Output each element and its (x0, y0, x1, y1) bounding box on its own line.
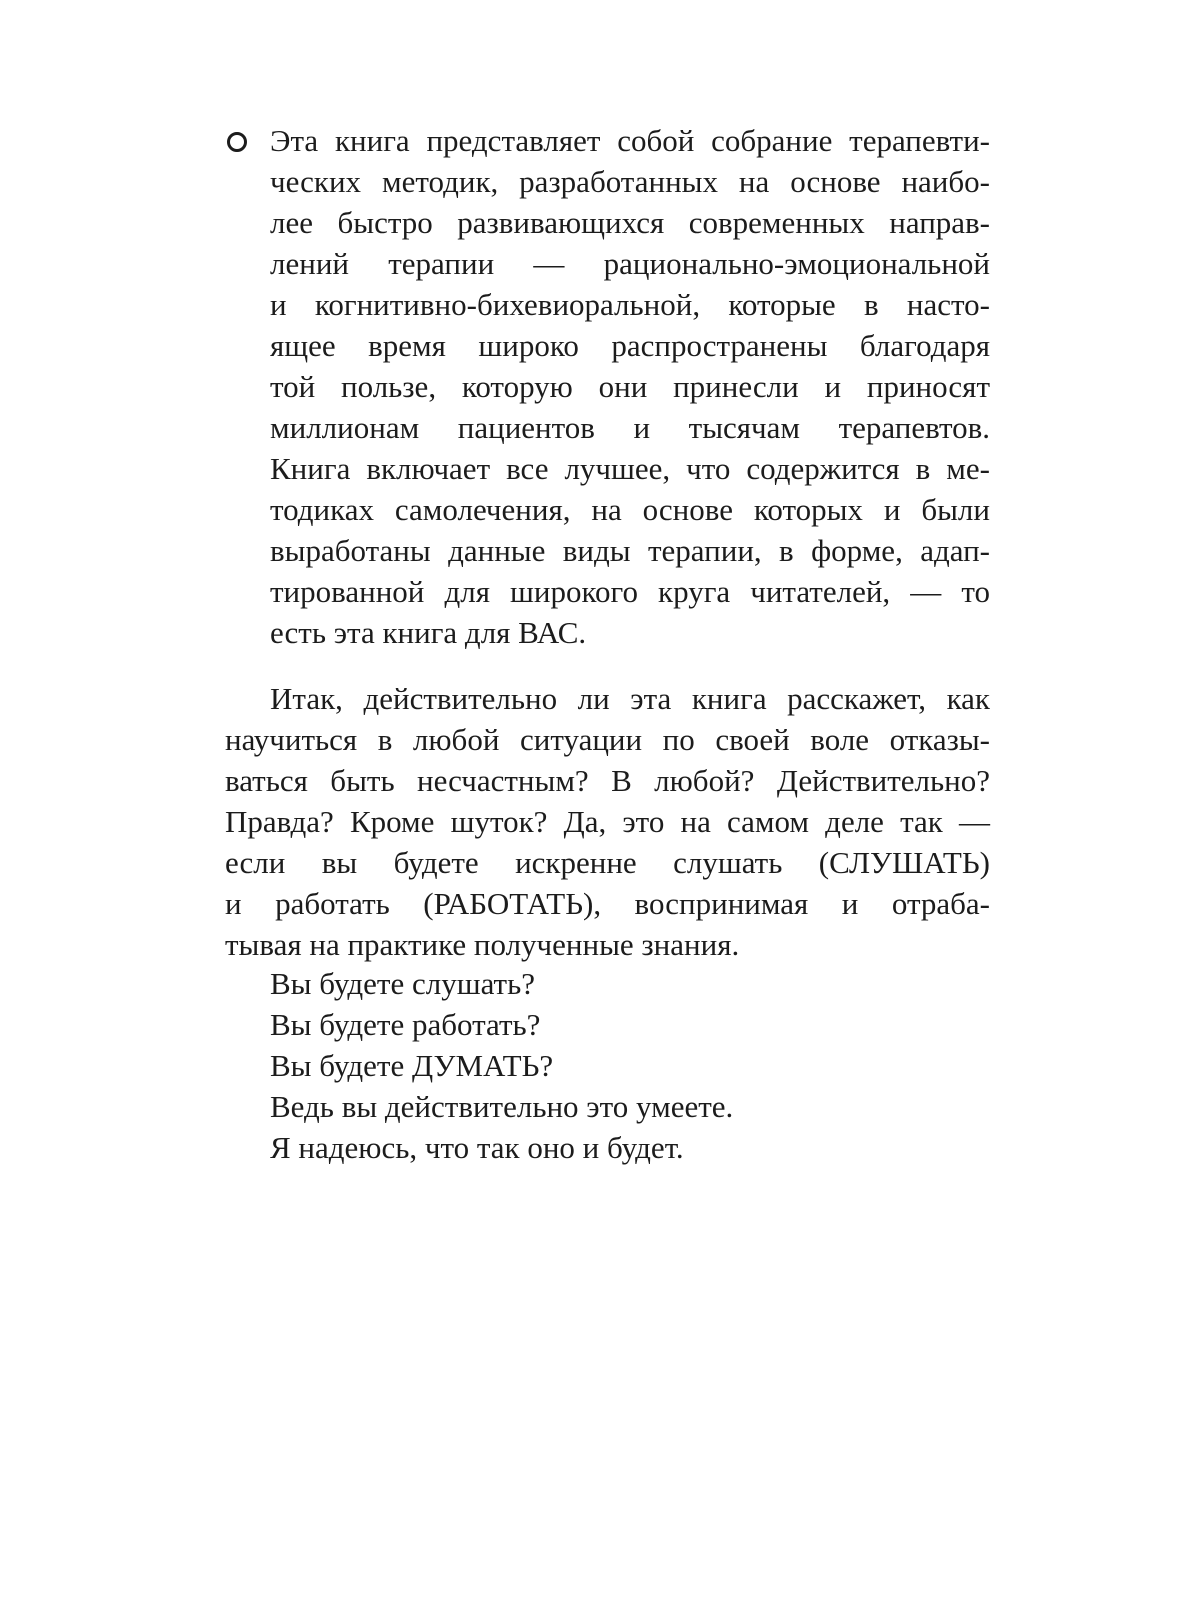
text-line: ящее время широко распространены благодаря (270, 328, 990, 363)
short-line: Я надеюсь, что так оно и будет. (270, 1130, 684, 1165)
text-line: Правда? Кроме шуток? Да, это на самом деле так — (225, 804, 990, 839)
text-line: ваться быть несчастным? В любой? Действительно? (225, 763, 990, 798)
text-line: тывая на практике полученные знания. (225, 927, 740, 962)
text-line: той пользе, которую они принесли и приносят (270, 369, 990, 404)
text-line: и когнитивно-бихевиоральной, которые в насто- (270, 287, 990, 322)
text-line: тодиках самолечения, на основе которых и были (270, 492, 990, 527)
text-line: Книга включает все лучшее, что содержится в ме- (270, 451, 990, 486)
text-line: Эта книга представляет собой собрание терапевти- (270, 123, 990, 158)
main-paragraph (225, 678, 990, 965)
text-line: и работать (РАБОТАТЬ), воспринимая и отраба- (225, 886, 990, 921)
short-lines-block (270, 963, 990, 1168)
text-line: ческих методик, разработанных на основе наибо- (270, 164, 990, 199)
short-line: Вы будете слушать? (270, 966, 535, 1001)
bullet-paragraph (270, 120, 990, 653)
text-line: если вы будете искренне слушать (СЛУШАТЬ) (225, 845, 990, 880)
text-line: тированной для широкого круга читателей, — то (270, 574, 990, 609)
short-line: Вы будете работать? (270, 1007, 541, 1042)
text-line: лений терапии — рационально-эмоциональной (270, 246, 990, 281)
text-line: Итак, действительно ли эта книга расскажет, как (270, 681, 990, 716)
text-line: научиться в любой ситуации по своей воле отказы- (225, 722, 990, 757)
text-line: выработаны данные виды терапии, в форме, адап- (270, 533, 990, 568)
text-line: есть эта книга для ВАС. (270, 615, 587, 650)
short-line: Ведь вы действительно это умеете. (270, 1089, 734, 1124)
circle-bullet-icon (227, 132, 247, 152)
short-line: Вы будете ДУМАТЬ? (270, 1048, 554, 1083)
text-line: миллионам пациентов и тысячам терапевтов. (270, 410, 990, 445)
text-line: лее быстро развивающихся современных направ- (270, 205, 990, 240)
